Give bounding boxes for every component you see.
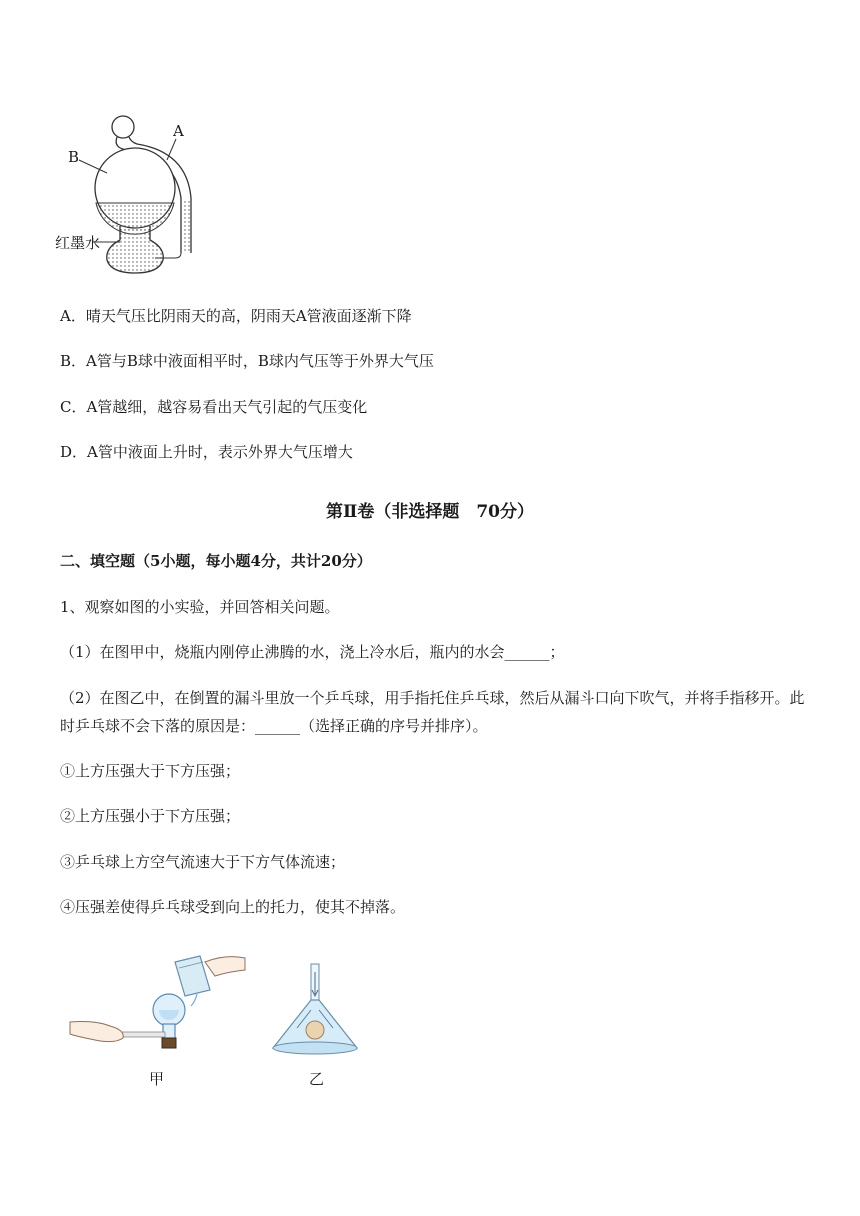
option-b: B．A管与B球中液面相平时，B球内气压等于外界大气压 [60,352,434,370]
choice-1: ①上方压强大于下方压强； [60,762,241,780]
choice-4: ④压强差使得乒乓球受到向上的托力，使其不掉落。 [60,898,406,916]
barometer-figure [55,108,215,283]
question-stem: 1、观察如图的小实验，并回答相关问题。 [60,598,340,616]
option-d: D．A管中液面上升时，表示外界大气压增大 [60,443,353,461]
option-c: C．A管越细，越容易看出天气引起的气压变化 [60,398,368,416]
option-a: A．晴天气压比阴雨天的高，阴雨天A管液面逐渐下降 [60,307,412,325]
barometer-diagram [55,108,215,283]
choice-3: ③乒乓球上方空气流速大于下方气体流速； [60,853,346,871]
label-yi: 乙 [309,1070,325,1088]
label-a: A [173,122,184,140]
question-sub2: （2）在图乙中，在倒置的漏斗里放一个乒乓球，用手指托住乒乓球，然后从漏斗口向下吹气，并将手指移开。此时乒乓球不会下落的原因是：______（选择正确的序号并排序）。 [60,689,805,735]
choice-2: ②上方压强小于下方压强； [60,807,241,825]
label-b: B [68,148,80,166]
label-red-ink: 红墨水 [55,234,101,252]
section-title: 第Ⅱ卷（非选择题 70分） [326,502,534,522]
label-jia: 甲 [149,1070,165,1088]
experiment-figure [65,950,365,1090]
question-sub1: （1）在图甲中，烧瓶内刚停止沸腾的水，浇上冷水后，瓶内的水会______； [60,643,565,661]
part-title: 二、填空题（5小题，每小题4分，共计20分） [60,552,372,570]
